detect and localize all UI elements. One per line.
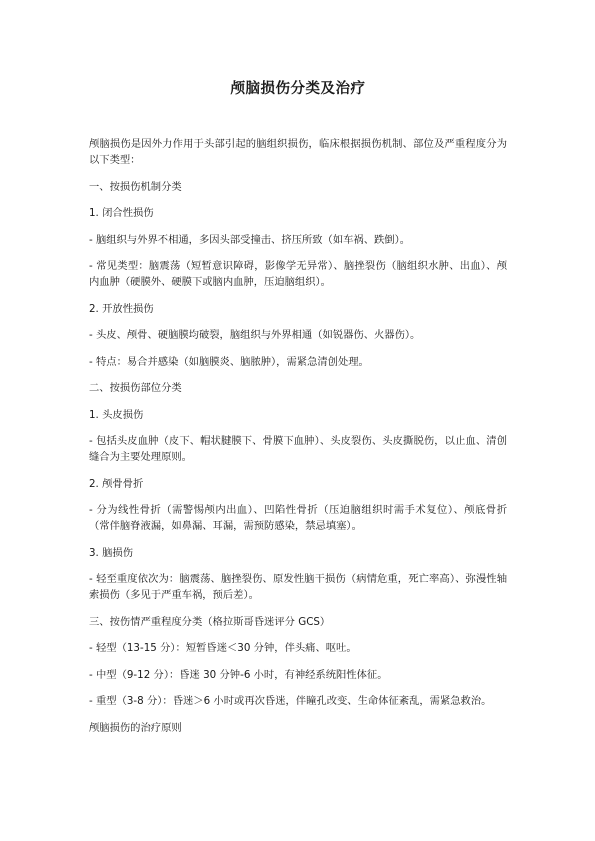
section-heading-treatment: 颅脑损伤的治疗原则 [89,721,182,734]
list-item: - 脑组织与外界不相通，多因头部受撞击、挤压所致（如车祸、跌倒）。 [89,233,411,246]
list-item: - 常见类型：脑震荡（短暂意识障碍，影像学无异常）、脑挫裂伤（脑组织水肿、出血）、颅内血肿（硬膜外、硬膜下或脑内血肿，压迫脑组织）。 [89,260,507,288]
section-heading-severity: 三、按伤情严重程度分类（格拉斯哥昏迷评分 GCS） [89,615,331,628]
list-item: - 分为线性骨折（需警惕颅内出血）、凹陷性骨折（压迫脑组织时需手术复位）、颅底骨折（常伴脑脊液漏，如鼻漏、耳漏，需预防感染，禁忌填塞）。 [89,504,507,532]
document-title: 颅脑损伤分类及治疗 [230,81,366,97]
list-item: - 包括头皮血肿（皮下、帽状腱膜下、骨膜下血肿）、头皮裂伤、头皮撕脱伤，以止血、清创缝合为主要处理原则。 [89,435,507,463]
intro-paragraph: 颅脑损伤是因外力作用于头部引起的脑组织损伤，临床根据损伤机制、部位及严重程度分为以下类型： [89,138,507,166]
subheading-skull-fracture: 2. 颅骨骨折 [89,477,144,490]
subheading-scalp-injury: 1. 头皮损伤 [89,408,144,421]
list-item: - 重型（3-8 分）：昏迷＞6 小时或再次昏迷，伴瞳孔改变、生命体征紊乱，需紧急救治。 [89,695,492,707]
subheading-brain-injury: 3. 脑损伤 [89,546,133,559]
list-item: - 中型（9-12 分）：昏迷 30 分钟-6 小时，有神经系统阳性体征。 [89,668,388,681]
list-item: - 轻至重度依次为：脑震荡、脑挫裂伤、原发性脑干损伤（病情危重，死亡率高）、弥漫性轴索损伤（多见于严重车祸，预后差）。 [89,573,507,601]
list-item: - 头皮、颅骨、硬脑膜均破裂，脑组织与外界相通（如锐器伤、火器伤）。 [89,329,421,341]
list-item: - 轻型（13-15 分）：短暂昏迷＜30 分钟，伴头痛、呕吐。 [89,642,357,654]
section-heading-mechanism: 一、按损伤机制分类 [89,180,182,193]
subheading-open-injury: 2. 开放性损伤 [89,302,154,315]
subheading-closed-injury: 1. 闭合性损伤 [89,207,154,219]
list-item: - 特点：易合并感染（如脑膜炎、脑脓肿），需紧急清创处理。 [89,355,369,368]
document-body [89,136,507,736]
section-heading-location: 二、按损伤部位分类 [89,382,182,394]
